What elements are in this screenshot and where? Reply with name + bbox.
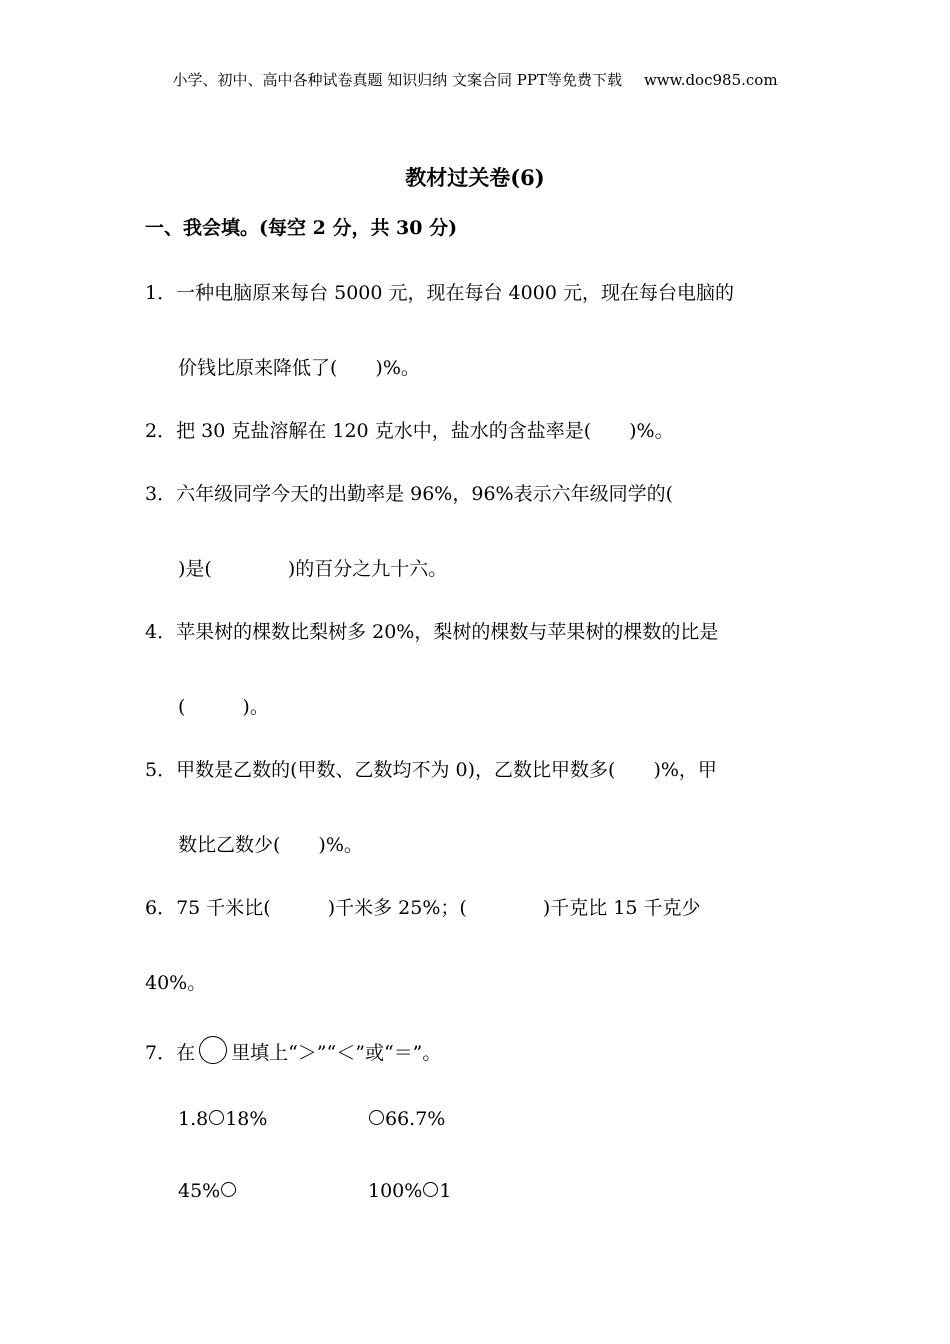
q5-line1: 5．甲数是乙数的(甲数、乙数均不为 0)，乙数比甲数多( )%，甲 (145, 759, 717, 781)
compare-right: 66.7% (385, 1108, 446, 1130)
compare-left: 1.8 (178, 1108, 209, 1130)
compare-right: 1 (439, 1180, 452, 1202)
compare-left: 100% (368, 1180, 423, 1202)
compare-item-4 (368, 1180, 451, 1202)
q4-line2: ( )。 (178, 696, 269, 718)
compare-item-1 (178, 1108, 267, 1130)
q3-line2: )是( )的百分之九十六。 (178, 558, 448, 580)
page-title: 教材过关卷(6) (405, 165, 545, 190)
header-text: 小学、初中、高中各种试卷真题 知识归纳 文案合同 PPT等免费下载 (172, 71, 622, 89)
compare-right: 18% (225, 1108, 268, 1130)
q3-line1: 3．六年级同学今天的出勤率是 96%，96%表示六年级同学的( (145, 483, 674, 505)
q1-line2: 价钱比原来降低了( )%。 (178, 357, 420, 379)
header-site: www.doc985.com (643, 71, 778, 89)
answer-circle-icon[interactable] (369, 1110, 384, 1125)
page-header (0, 69, 950, 90)
compare-item-3 (178, 1180, 237, 1202)
q1-line1: 1．一种电脑原来每台 5000 元，现在每台 4000 元，现在每台电脑的 (145, 282, 734, 304)
compare-left: 45% (178, 1180, 221, 1202)
q7-line1 (145, 1038, 441, 1068)
answer-circle-icon[interactable] (221, 1182, 236, 1197)
q6-line2: 40%。 (145, 972, 207, 994)
q4-line1: 4．苹果树的棵数比梨树多 20%，梨树的棵数与苹果树的棵数的比是 (145, 621, 719, 643)
answer-circle-icon[interactable] (423, 1182, 438, 1197)
q6-line1: 6．75 千米比( )千米多 25%；( )千克比 15 千克少 (145, 897, 701, 919)
q7-prefix: 7．在 (145, 1042, 196, 1064)
q7-suffix: 里填上“＞”“＜”或“＝”。 (231, 1042, 442, 1064)
compare-item-2 (368, 1108, 445, 1130)
circle-icon (199, 1036, 227, 1064)
q2-line1: 2．把 30 克盐溶解在 120 克水中，盐水的含盐率是( )%。 (145, 420, 674, 442)
q5-line2: 数比乙数少( )%。 (178, 834, 363, 856)
answer-circle-icon[interactable] (209, 1110, 224, 1125)
section-heading: 一、我会填。(每空 2 分，共 30 分) (145, 217, 458, 239)
